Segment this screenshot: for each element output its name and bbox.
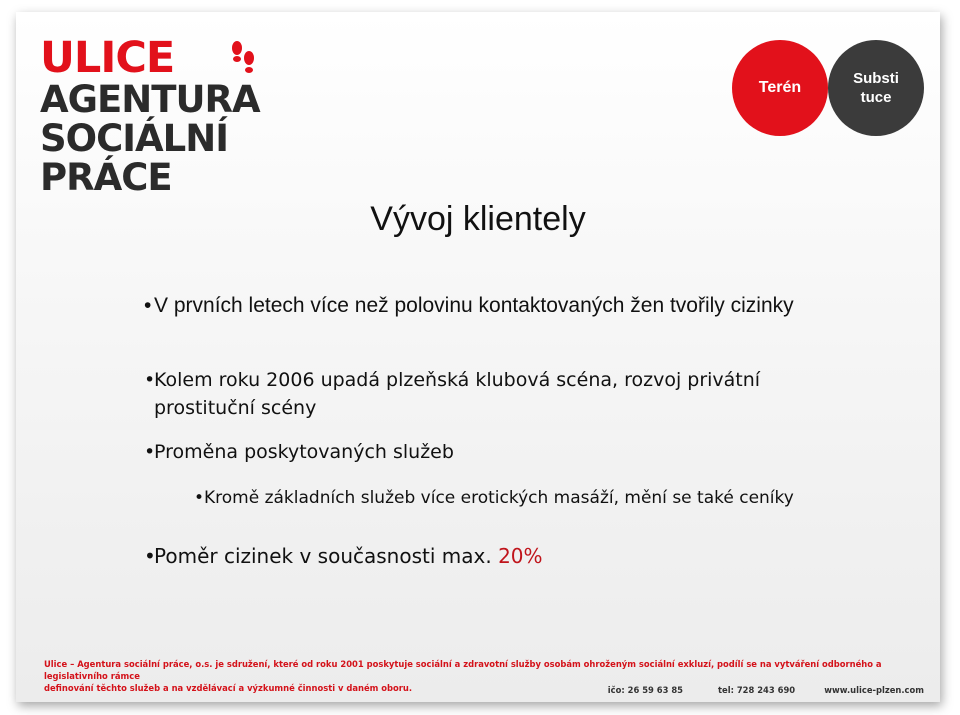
bullet-item: • V prvních letech více než polovinu kontaktovaných žen tvořily cizinky [154, 292, 814, 320]
percentage-value: 20% [498, 544, 543, 568]
footer-ico: ičo: 26 59 63 85 [607, 685, 684, 695]
bullet-item [154, 542, 814, 570]
footprints-icon [230, 39, 256, 79]
substituce-label: Substi tuce [853, 70, 899, 106]
bullet-item: • Proměna poskytovaných služeb [154, 438, 814, 466]
footer-line-2: definování těchto služeb a na vzdělávací a výzkumné činnosti v daném oboru. [44, 683, 413, 693]
footer-tel: tel: 728 243 690 [718, 685, 796, 695]
logo-line-prace: PRÁCE [40, 156, 172, 199]
teren-label: Terén [758, 79, 802, 96]
footer-line-1 [44, 658, 924, 682]
footer-description: je sdružení, které od roku 2001 poskytuje sociální a zdravotní služby osobám ohroženým sociální exkluzí, podílí se na vytváření odborného a legislativního rámce [44, 659, 882, 681]
teren-badge [732, 40, 828, 136]
slide-title: Vývoj klientely [370, 200, 586, 238]
bullet-text: Poměr cizinek v současnosti max. [154, 544, 499, 568]
footer-contacts [44, 684, 924, 696]
substituce-badge [828, 40, 924, 136]
ulice-logo [40, 33, 260, 199]
footer-org-name: Ulice – Agentura sociální práce, o.s. [44, 659, 213, 669]
sub-bullet-item: • Kromě základních služeb více erotických masáží, mění se také ceníky [204, 486, 814, 510]
logo-line-socialni: SOCIÁLNÍ [40, 117, 228, 160]
logo-line-agentura: AGENTURA [40, 78, 260, 121]
logo-line-ulice: ULICE [40, 33, 175, 83]
footer-web: www.ulice-plzen.com [824, 685, 924, 695]
slide [16, 12, 940, 702]
bullet-item: • Kolem roku 2006 upadá plzeňská klubová scéna, rozvoj privátní prostituční scény [154, 366, 814, 422]
footer [44, 658, 924, 694]
